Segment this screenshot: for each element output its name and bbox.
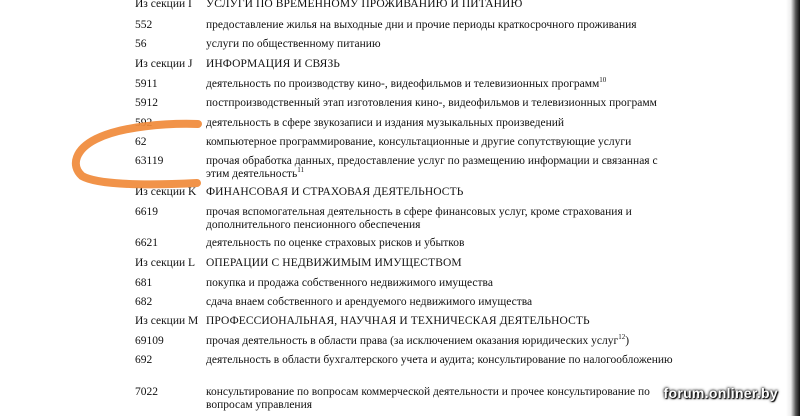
footnote-ref: 12 — [618, 333, 626, 341]
activity-code: 681 — [135, 277, 153, 289]
activity-code: 6619 — [135, 206, 158, 218]
description-text: прочая обработка данных, предоставление услуг по размещению информации и связанная с этим деятельность — [206, 155, 658, 180]
section-code: Из секции M — [135, 315, 199, 327]
activity-description: сдача внаем собственного и арендуемого недвижимого имущества — [206, 296, 533, 308]
activity-description: покупка и продажа собственного недвижимого имущества — [206, 277, 493, 289]
activity-code: 56 — [135, 38, 147, 50]
activity-description: прочая вспомогательная деятельность в сфере финансовых услуг, кроме страхования и дополнительного пенсионного обеспечения — [206, 206, 632, 231]
page-edge-shadow — [786, 0, 800, 416]
footnote-ref: 11 — [297, 166, 304, 174]
activity-code: 5911 — [135, 78, 158, 90]
section-title: ИНФОРМАЦИЯ И СВЯЗЬ — [206, 58, 341, 70]
section-title: ОПЕРАЦИИ С НЕДВИЖИМЫМ ИМУЩЕСТВОМ — [206, 257, 462, 269]
activity-code: 592 — [135, 117, 153, 129]
activity-description: компьютерное программирование, консультационные и другие сопутствующие услуги — [206, 136, 632, 148]
activity-code: 63119 — [135, 155, 164, 167]
activity-description — [206, 78, 676, 91]
section-code: Из секции K — [135, 186, 197, 198]
activity-description: услуги по общественному питанию — [206, 38, 381, 50]
activity-description — [206, 155, 676, 181]
activity-code: 7022 — [135, 386, 158, 398]
activity-description — [206, 335, 746, 348]
activity-code: 552 — [135, 19, 153, 31]
footnote-ref: 10 — [599, 76, 607, 84]
activity-description: постпроизводственный этап изготовления кино-, видеофильмов и телевизионных программ — [206, 97, 657, 109]
activity-description: предоставление жилья на выходные дни и прочие периоды краткосрочного проживания — [206, 19, 637, 31]
section-title: ФИНАНСОВАЯ И СТРАХОВАЯ ДЕЯТЕЛЬНОСТЬ — [206, 186, 464, 198]
section-title: ПРОФЕССИОНАЛЬНАЯ, НАУЧНАЯ И ТЕХНИЧЕСКАЯ ДЕЯТЕЛЬНОСТЬ — [206, 315, 590, 327]
activity-description: деятельность в сфере звукозаписи и издания музыкальных произведений — [206, 117, 565, 129]
activity-description: деятельность в области бухгалтерского учета и аудита; консультирование по налогообложению — [206, 354, 673, 366]
watermark: forum.onliner.by — [663, 385, 778, 401]
closing-paren: ) — [625, 335, 630, 347]
section-code: Из секции L — [135, 257, 196, 269]
activity-code: 692 — [135, 354, 153, 366]
activity-description: консультирование по вопросам коммерческой деятельности и прочее консультирование по вопросам управления — [206, 386, 650, 411]
activity-code: 6621 — [135, 237, 158, 249]
activity-code: 682 — [135, 296, 153, 308]
activity-code: 69109 — [135, 335, 164, 347]
activity-code: 5912 — [135, 97, 158, 109]
section-code: Из секции J — [135, 58, 193, 70]
section-title: УСЛУГИ ПО ВРЕМЕННОМУ ПРОЖИВАНИЮ И ПИТАНИЮ — [206, 0, 523, 10]
activity-description: деятельность по оценке страховых рисков и убытков — [206, 237, 465, 249]
section-code: Из секции I — [135, 0, 192, 10]
activity-code: 62 — [135, 136, 147, 148]
description-text: прочая деятельность в области права (за исключением оказания юридических услуг — [206, 335, 619, 347]
description-text: деятельность по производству кино-, видеофильмов и телевизионных программ — [206, 78, 600, 90]
